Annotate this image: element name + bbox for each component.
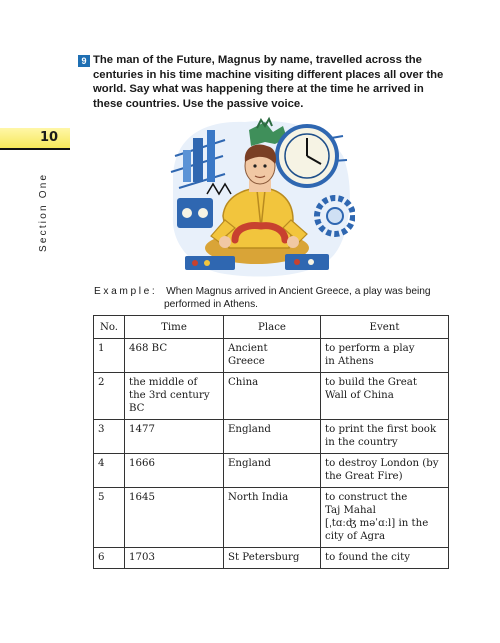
cell-place: Ancient Greece [224, 339, 321, 373]
cell-time: 1477 [125, 420, 224, 454]
task-number-badge: 9 [78, 55, 90, 67]
header-place: Place [224, 316, 321, 339]
cell-event: to found the city [321, 548, 449, 569]
cell-no: 4 [94, 454, 125, 488]
task-instruction: The man of the Future, Magnus by name, travelled across the centuries in his time machine visiting different places all over the world. Say what was happening there at the time he arrived in these countries. Use the passive voice. [93, 54, 444, 110]
cell-no: 6 [94, 548, 125, 569]
header-time: Time [125, 316, 224, 339]
cell-event: to print the first book in the country [321, 420, 449, 454]
cell-event: to destroy London (by the Great Fire) [321, 454, 449, 488]
events-table [93, 315, 449, 569]
page-number-tab [0, 128, 70, 156]
cell-place: England [224, 420, 321, 454]
cell-time: 468 BC [125, 339, 224, 373]
header-event: Event [321, 316, 449, 339]
task-block [78, 53, 452, 111]
header-no: No. [94, 316, 125, 339]
table-row [94, 339, 449, 373]
table-row [94, 420, 449, 454]
cell-time: 1666 [125, 454, 224, 488]
example-block [94, 285, 454, 311]
table-row [94, 454, 449, 488]
table-row [94, 548, 449, 569]
cell-time: the middle of the 3rd century BC [125, 373, 224, 420]
section-label: Section One [38, 172, 49, 252]
cell-no: 2 [94, 373, 125, 420]
example-label: Example: [94, 286, 158, 297]
page-tab-highlight [0, 128, 70, 148]
page-tab-rule [0, 148, 70, 150]
cell-place: St Petersburg [224, 548, 321, 569]
cell-event: to construct the Taj Mahal [ˌtɑːʤ məˈɑːl] in the city of Agra [321, 488, 449, 548]
cell-no: 1 [94, 339, 125, 373]
cell-place: China [224, 373, 321, 420]
table-row [94, 373, 449, 420]
cell-time: 1703 [125, 548, 224, 569]
cell-event: to perform a play in Athens [321, 339, 449, 373]
cell-time: 1645 [125, 488, 224, 548]
cell-event: to build the Great Wall of China [321, 373, 449, 420]
cell-place: North India [224, 488, 321, 548]
cell-place: England [224, 454, 321, 488]
page-number: 10 [40, 130, 59, 145]
cell-no: 5 [94, 488, 125, 548]
example-text-line2: performed in Athens. [164, 299, 259, 310]
cell-no: 3 [94, 420, 125, 454]
table-header-row [94, 316, 449, 339]
example-text-line1: When Magnus arrived in Ancient Greece, a play was being [166, 286, 431, 297]
table-row [94, 488, 449, 548]
time-machine-illustration [165, 116, 355, 280]
